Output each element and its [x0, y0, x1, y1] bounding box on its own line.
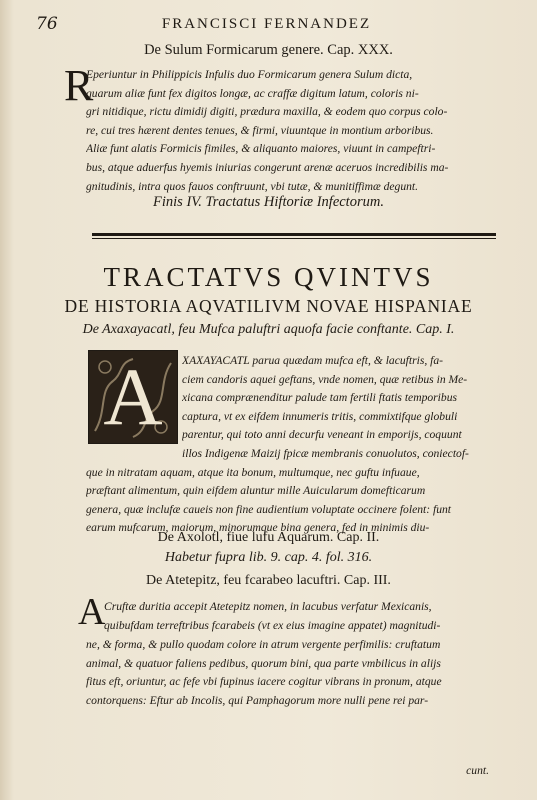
- chapter-1-text: [86, 445, 496, 538]
- chapter-3-heading: De Atetepitz, feu fcarabeo lacuftri. Cap. III.: [146, 573, 391, 588]
- text-line: Aliæ funt alatis Formicis fimiles, & aliquanto maiores, viuunt in campeftri-: [86, 142, 436, 156]
- chapter-1-text-beside-initial: [182, 352, 496, 445]
- text-line: captura, vt ex eifdem innumeris tritis, commixtifque globuli: [182, 409, 458, 423]
- chapter-1-heading: De Axaxayacatl, feu Mufca paluftri aquofa facie conftante. Cap. I.: [82, 322, 455, 337]
- text-line: que in nitratam aquam, atque ita bonum, multumque, nec guftu infuaue,: [86, 465, 420, 479]
- chapter-2-reference: Habetur fupra lib. 9. cap. 4. fol. 316.: [164, 550, 373, 565]
- chapter-30-text: [86, 66, 496, 196]
- text-line: Eperiuntur in Philippicis Infulis duo Formicarum genera Sulum dicta,: [86, 68, 413, 81]
- running-head: [36, 14, 497, 36]
- text-line: parentur, qui toto anni decurfu veneant in emporijs, coquunt: [182, 428, 462, 442]
- text-line: Cruftæ duritia accepit Atetepitz nomen, in lacubus verfatur Mexicanis,: [104, 600, 432, 613]
- treatise-subtitle: DE HISTORIA AQVATILIVM NOVAE HISPANIAE: [64, 296, 473, 316]
- text-line: earum mufcarum, maiorum, minorumque bina genera, fed in minimis diu-: [86, 521, 430, 535]
- treatise-title: TRACTATVS QVINTVS: [103, 262, 434, 292]
- text-line: xicana comprænenditur palude tam fertili ftatis temporibus: [182, 391, 458, 405]
- text-line: gri nitidique, rictu dimidij digiti, prædura maxilla, & eodem quo corpus colo-: [86, 105, 448, 119]
- decorated-initial: [88, 350, 178, 444]
- text-line: illos Indigenæ Maizij fpicæ membranis conuolutos, coniectof-: [182, 447, 469, 460]
- text-line: ne, & forma, & pullo quodam colore in atrum vergente perfimilis: cruftatum: [86, 638, 441, 651]
- chapter-3-drop-letter: A: [78, 591, 106, 633]
- section-rule: [92, 233, 496, 236]
- text-line: fitus eft, oriuntur, ac fefe vbi fupinus iacere cogitur vibrans in pronum, atque: [86, 675, 442, 689]
- text-line: bus, atque aduerfus hyemis iniurias congerunt arenæ aceruos incredibilis ma-: [86, 160, 449, 174]
- catchword: cunt.: [466, 764, 489, 777]
- chapter-30-drop-letter: R: [64, 61, 94, 110]
- running-title: FRANCISCI FERNANDEZ: [161, 16, 372, 32]
- chapter-2-heading: De Axolotl, fiue lufu Aquarum. Cap. II.: [157, 530, 380, 545]
- text-line: gnitudinis, intra quos fauos conftruunt, vbi tutæ, & munitiffimæ degunt.: [86, 179, 419, 193]
- text-line: præftant alimentum, quin eifdem aluntur mille Auicularum domefticarum: [86, 484, 426, 498]
- chapter-3-text: [86, 636, 496, 710]
- finis-line: Finis IV. Tractatus Hiftoriæ Infectorum.: [153, 194, 384, 210]
- chapter-30-heading: De Sulum Formicarum genere. Cap. XXX.: [144, 42, 393, 58]
- page-number: 76: [36, 14, 58, 34]
- chapter-3-text-beside-drop: [104, 598, 496, 635]
- text-line: genera, quæ inclufæ caueis non fine audientium voluptate occinere folent: funt: [86, 502, 452, 516]
- text-line: XAXAYACATL parua quædam mufca eft, & lacuftris, fa-: [182, 354, 444, 367]
- initial-letter: A: [103, 351, 163, 442]
- text-line: contorquens: Eftur ab Incolis, qui Pamphagorum more nulli pene rei par-: [86, 693, 429, 707]
- text-line: re, cui tres hærent dentes tenues, & firmi, viuuntque in montium arboribus.: [86, 123, 434, 137]
- text-line: ciem candoris aquei geftans, vnde nomen, quæ retibus in Me-: [182, 372, 468, 386]
- text-line: animal, & quatuor faliens pedibus, quorum bini, qua parte vmbilicus in alijs: [86, 656, 441, 670]
- section-rule-thin: [92, 238, 496, 239]
- text-line: quarum aliæ funt fex digitos longæ, ac craffæ digitum latum, coloris ni-: [86, 86, 419, 100]
- text-line: quibufdam terreftribus fcarabeis (vt ex eius imagine appatet) magnitudi-: [104, 618, 441, 632]
